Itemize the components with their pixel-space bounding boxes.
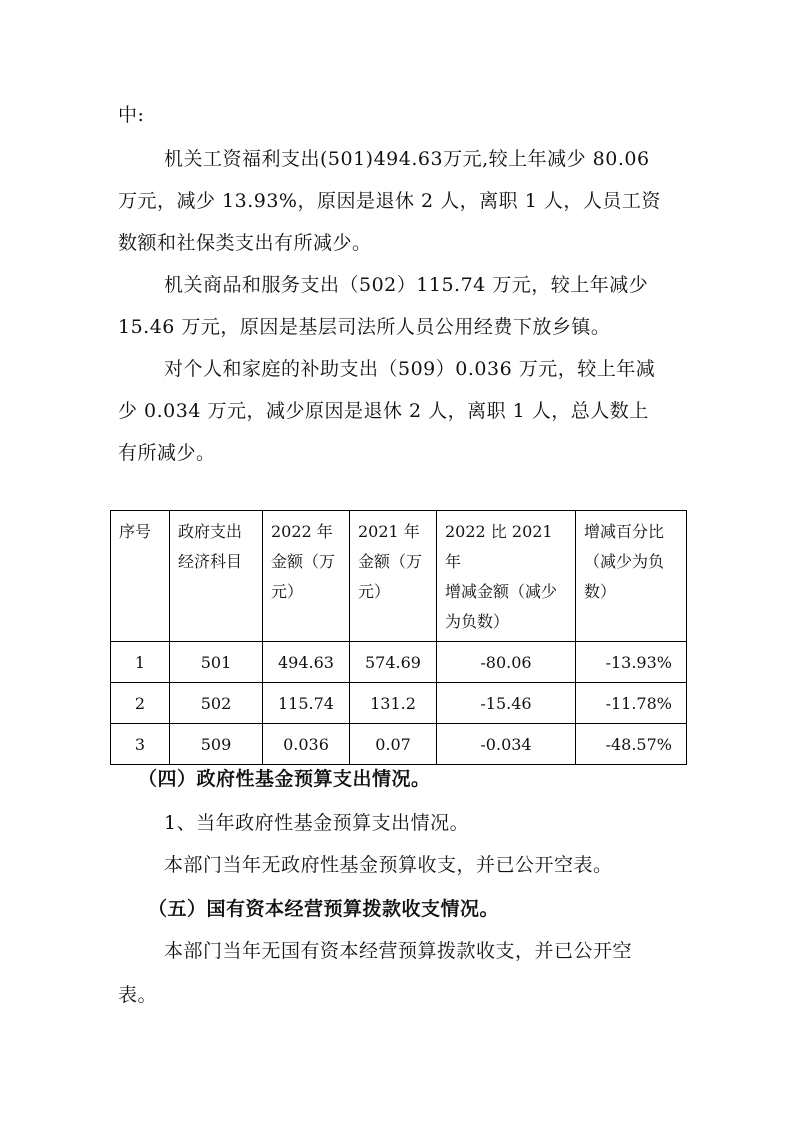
- paragraph-line: 15.46 万元，原因是基层司法所人员公用经费下放乡镇。: [118, 316, 611, 338]
- table-cell: -0.034: [437, 724, 576, 765]
- table-cell: 501: [170, 642, 263, 683]
- paragraph-line: 机关商品和服务支出（502）115.74 万元，较上年减少: [164, 274, 649, 296]
- table-cell: -11.78%: [576, 683, 687, 724]
- table-row: [111, 642, 687, 683]
- header-cell: 政府支出 经济科目: [170, 511, 263, 642]
- paragraph-line: 有所减少。: [118, 442, 216, 464]
- paragraph-line: 少 0.034 万元，减少原因是退休 2 人，离职 1 人，总人数上: [118, 400, 649, 422]
- section-5-text: 本部门当年无国有资本经营预算拨款收支，并已公开空: [164, 940, 633, 962]
- header-cell: 2022 比 2021 年 增减金额（减少 为负数）: [437, 511, 576, 642]
- section-5-title: （五）国有资本经营预算拨款收支情况。: [148, 898, 500, 920]
- table-row: [111, 683, 687, 724]
- paragraph-line: 数额和社保类支出有所减少。: [118, 232, 372, 254]
- table-cell: 115.74: [263, 683, 350, 724]
- paragraph-line: 万元，减少 13.93%，原因是退休 2 人，离职 1 人，人员工资: [118, 190, 661, 212]
- paragraph-line: 对个人和家庭的补助支出（509）0.036 万元，较上年减: [164, 358, 656, 380]
- paragraph-line: 中:: [118, 104, 145, 126]
- section-4-title: （四）政府性基金预算支出情况。: [138, 768, 431, 790]
- table-cell: 0.07: [350, 724, 437, 765]
- table-cell: 3: [111, 724, 170, 765]
- header-cell: 增减百分比 （减少为负 数）: [576, 511, 687, 642]
- table-cell: 502: [170, 683, 263, 724]
- table-cell: 574.69: [350, 642, 437, 683]
- table-cell: 2: [111, 683, 170, 724]
- header-cell: 2021 年 金额（万 元）: [350, 511, 437, 642]
- table-cell: 509: [170, 724, 263, 765]
- table-cell: -48.57%: [576, 724, 687, 765]
- table-cell: 1: [111, 642, 170, 683]
- table-header-row: [111, 511, 687, 642]
- header-cell: 2022 年 金额（万 元）: [263, 511, 350, 642]
- table-cell: -13.93%: [576, 642, 687, 683]
- table-cell: -15.46: [437, 683, 576, 724]
- table-cell: -80.06: [437, 642, 576, 683]
- header-cell: 序号: [111, 511, 170, 642]
- section-4-item: 1、当年政府性基金预算支出情况。: [164, 812, 470, 834]
- table-cell: 131.2: [350, 683, 437, 724]
- section-4-text: 本部门当年无政府性基金预算收支，并已公开空表。: [164, 854, 613, 876]
- expenditure-table: [110, 510, 687, 765]
- paragraph-line: 机关工资福利支出(501)494.63万元,较上年减少 80.06: [164, 148, 650, 170]
- table-cell: 494.63: [263, 642, 350, 683]
- section-5-text: 表。: [118, 984, 158, 1006]
- table-cell: 0.036: [263, 724, 350, 765]
- table-row: [111, 724, 687, 765]
